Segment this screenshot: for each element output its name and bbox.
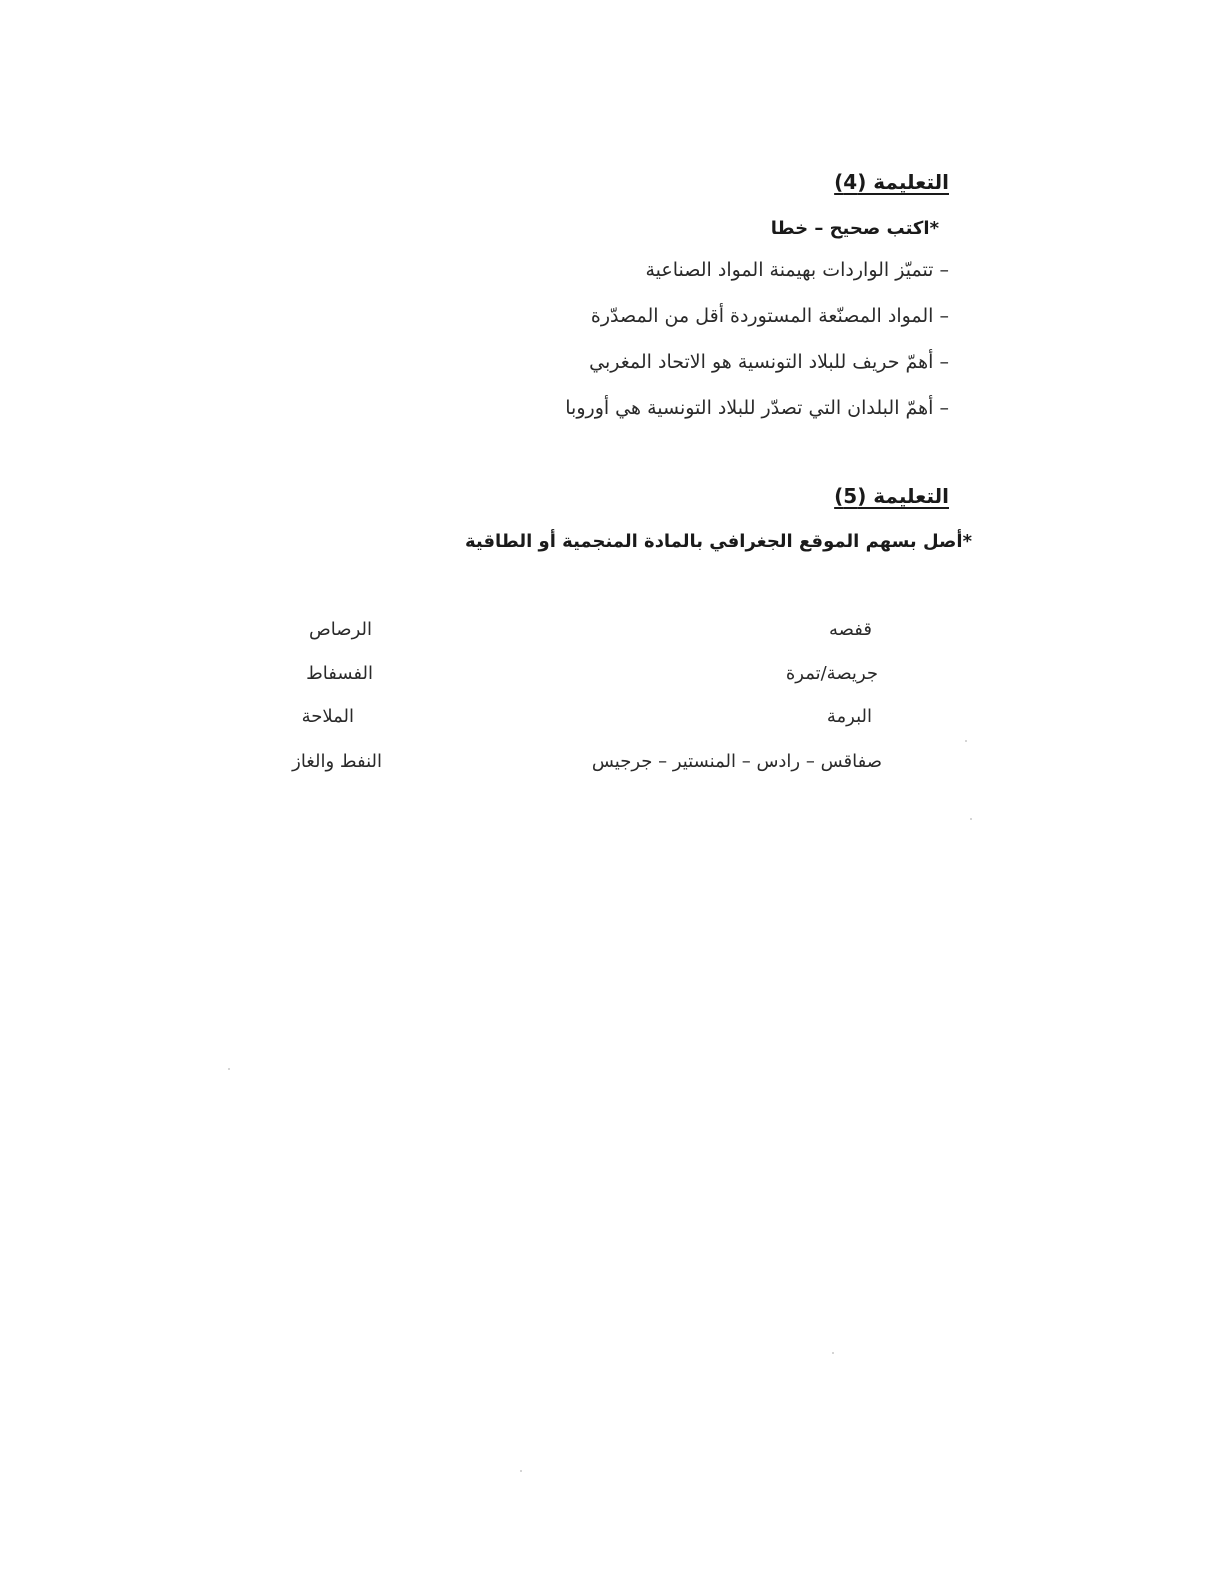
scan-speck [970,818,972,820]
resource-item: الفسفاط [306,663,373,684]
true-false-item: – أهمّ البلدان التي تصدّر للبلاد التونسية هي أوروبا [565,397,949,419]
section-4-heading: التعليمة (4) [834,170,949,194]
location-item: البرمة [826,706,872,727]
section-4-instruction: *اكتب صحيح – خطا [770,218,939,239]
location-item: صفاقس – رادس – المنستير – جرجيس [591,751,882,772]
location-item: قفصه [829,619,872,640]
section-5-heading: التعليمة (5) [834,484,949,508]
resource-item: الملاحة [301,706,354,727]
scan-speck [520,1470,522,1472]
section-5-instruction: *أصل بسهم الموقع الجغرافي بالمادة المنجمية أو الطاقية [464,531,972,552]
location-item: جريصة/تمرة [785,663,878,684]
true-false-item: – تتميّز الواردات بهيمنة المواد الصناعية [645,259,949,281]
resource-item: النفط والغاز [292,751,382,772]
true-false-item: – أهمّ حريف للبلاد التونسية هو الاتحاد المغربي [589,351,949,373]
scan-speck [832,1352,834,1354]
resource-item: الرصاص [309,619,372,640]
true-false-item: – المواد المصنّعة المستوردة أقل من المصدّرة [590,305,949,327]
scan-speck [965,740,967,742]
scan-speck [228,1068,230,1070]
